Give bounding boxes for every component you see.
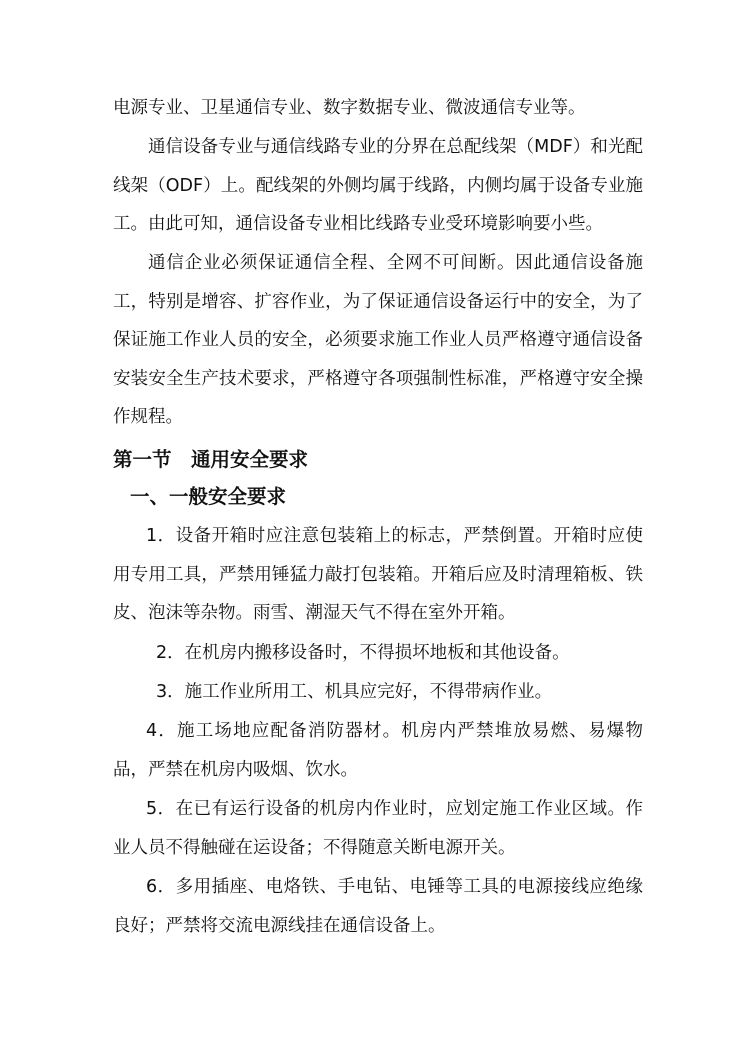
paragraph-safety-requirement: 通信企业必须保证通信全程、全网不可间断。因此通信设备施工，特别是增容、扩容作业，为了保证通信设备运行中的安全，为了保证施工作业人员的安全，必须要求施工作业人员严格遵守通信设备安装安全生产技术要求，严格遵守各项强制性标准，严格遵守安全操作规程。 [113,253,643,427]
list-item-1: 1．设备开箱时应注意包装箱上的标志，严禁倒置。开箱时应使用专用工具，严禁用锤猛力敲打包装箱。开箱后应及时清理箱板、铁皮、泡沫等杂物。雨雪、潮湿天气不得在室外开箱。 [113,526,643,623]
list-item-2: 2．在机房内搬移设备时，不得损坏地板和其他设备。 [156,643,570,663]
paragraph-continuation: 电源专业、卫星通信专业、数字数据专业、微波通信专业等。 [113,98,586,118]
list-item-4: 4．施工场地应配备消防器材。机房内严禁堆放易燃、易爆物品，严禁在机房内吸烟、饮水。 [113,721,643,780]
section-title: 第一节 通用安全要求 [113,448,309,471]
paragraph-mdf-odf: 通信设备专业与通信线路专业的分界在总配线架（MDF）和光配线架（ODF）上。配线架的外侧均属于线路，内侧均属于设备专业施工。由此可知，通信设备专业相比线路专业受环境影响要小些。 [113,137,643,234]
list-item-6: 6．多用插座、电烙铁、手电钻、电锤等工具的电源接线应绝缘良好；严禁将交流电源线挂在通信设备上。 [113,877,643,936]
subsection-title: 一、一般安全要求 [130,485,287,508]
list-item-3: 3．施工作业所用工、机具应完好，不得带病作业。 [156,682,553,702]
list-item-5: 5．在已有运行设备的机房内作业时，应划定施工作业区域。作业人员不得触碰在运设备；不得随意关断电源开关。 [113,799,643,858]
